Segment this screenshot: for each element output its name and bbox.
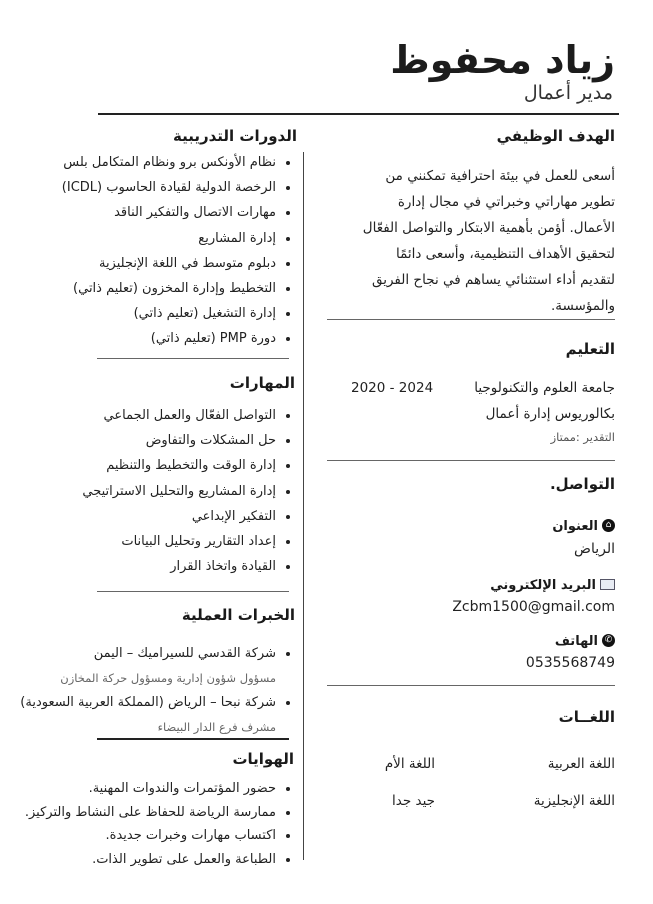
hobbies-heading: الهوايات: [232, 750, 294, 768]
education-grade: التقدير :ممتاز: [550, 430, 615, 444]
list-item: • مهارات الاتصال والتفكير الناقد: [0, 200, 276, 225]
address-row: [552, 515, 615, 534]
list-item: • إدارة الوقت والتخطيط والتنظيم: [0, 453, 276, 478]
experience-list: [0, 641, 294, 739]
candidate-name: زياد محفوظ: [390, 38, 615, 82]
experience-heading: الخبرات العملية: [181, 606, 295, 624]
education-degree: بكالوريوس إدارة أعمال: [485, 406, 615, 422]
list-item: • الطباعة والعمل على تطوير الذات.: [0, 848, 276, 872]
column-divider: [303, 152, 304, 860]
education-university: جامعة العلوم والتكنولوجيا: [474, 380, 615, 396]
language-name: اللغة الإنجليزية: [533, 793, 615, 809]
objective-text: أسعى للعمل في بيئة احترافية تمكنني من تطوير مهاراتي وخبراتي في مجال إدارة الأعمال. أؤمن بأهمية الابتكار والتواصل الفعّال لتحقيق الأهداف التنظيمية، وأسعى دائمًا لتقديم أداء استثنائي يساهم في نجاح الفريق والمؤسسة.: [362, 168, 615, 314]
list-item: • إدارة المشاريع: [0, 226, 276, 251]
list-item: • إدارة التشغيل (تعليم ذاتي): [0, 301, 276, 326]
job-title: مدير أعمال: [523, 82, 613, 104]
list-item: • نظام الأونكس برو ونظام المتكامل بلس: [0, 150, 276, 175]
list-item: • دورة PMP (تعليم ذاتي): [0, 326, 276, 351]
section-divider: [97, 591, 289, 592]
phone-label: الهاتف: [554, 634, 598, 649]
section-divider: [327, 685, 615, 686]
list-item: • حل المشكلات والتفاوض: [0, 428, 276, 453]
address-value: الرياض: [574, 541, 615, 557]
mail-icon: [600, 579, 615, 590]
hobbies-list: [0, 777, 294, 871]
address-label: العنوان: [552, 519, 598, 534]
list-item: • إدارة المشاريع والتحليل الاستراتيجي: [0, 479, 276, 504]
section-divider: [327, 319, 615, 320]
experience-role: مشرف فرع الدار البيضاء: [157, 720, 276, 735]
list-item: • حضور المؤتمرات والندوات المهنية.: [0, 777, 276, 801]
home-icon: ⌂: [602, 519, 615, 532]
skills-list: [0, 403, 294, 579]
section-divider: [327, 460, 615, 461]
list-item: • القيادة واتخاذ القرار: [0, 554, 276, 579]
languages-heading: اللغــات: [558, 708, 615, 726]
list-item: • ممارسة الرياضة للحفاظ على النشاط والتركيز.: [0, 801, 276, 825]
experience-company: • شركة نبحا – الرياض (المملكة العربية السعودية): [0, 690, 276, 715]
list-item: • إعداد التقارير وتحليل البيانات: [0, 529, 276, 554]
header-divider: [98, 113, 619, 115]
list-item: • التواصل الفعّال والعمل الجماعي: [0, 403, 276, 428]
language-level: اللغة الأم: [384, 756, 435, 772]
experience-role: مسؤول شؤون إدارية ومسؤول حركة المخازن: [60, 671, 276, 686]
email-label: البريد الإلكتروني: [490, 578, 596, 593]
education-heading: التعليم: [565, 340, 615, 358]
list-item: • التفكير الإبداعي: [0, 504, 276, 529]
phone-icon: ✆: [602, 634, 615, 647]
courses-heading: الدورات التدريبية: [172, 127, 297, 145]
list-item: • الرخصة الدولية لقيادة الحاسوب (ICDL): [0, 175, 276, 200]
objective-heading: الهدف الوظيفي: [496, 127, 615, 145]
phone-row: [555, 630, 615, 649]
phone-value[interactable]: 0535568749: [525, 655, 615, 671]
email-row: [490, 574, 615, 593]
experience-company: • شركة القدسي للسيراميك – اليمن: [0, 641, 276, 666]
courses-list: [0, 150, 294, 352]
list-item: • دبلوم متوسط في اللغة الإنجليزية: [0, 251, 276, 276]
contact-heading: التواصل.: [549, 475, 615, 493]
section-divider: [97, 738, 289, 740]
section-divider: [97, 358, 289, 359]
email-value[interactable]: Zcbm1500@gmail.com: [452, 599, 615, 615]
list-item: • اكتساب مهارات وخبرات جديدة.: [0, 824, 276, 848]
education-years: 2020 - 2024: [351, 380, 434, 396]
language-level: جيد جدا: [392, 793, 435, 809]
language-name: اللغة العربية: [547, 756, 615, 772]
skills-heading: المهارات: [229, 374, 295, 392]
list-item: • التخطيط وإدارة المخزون (تعليم ذاتي): [0, 276, 276, 301]
